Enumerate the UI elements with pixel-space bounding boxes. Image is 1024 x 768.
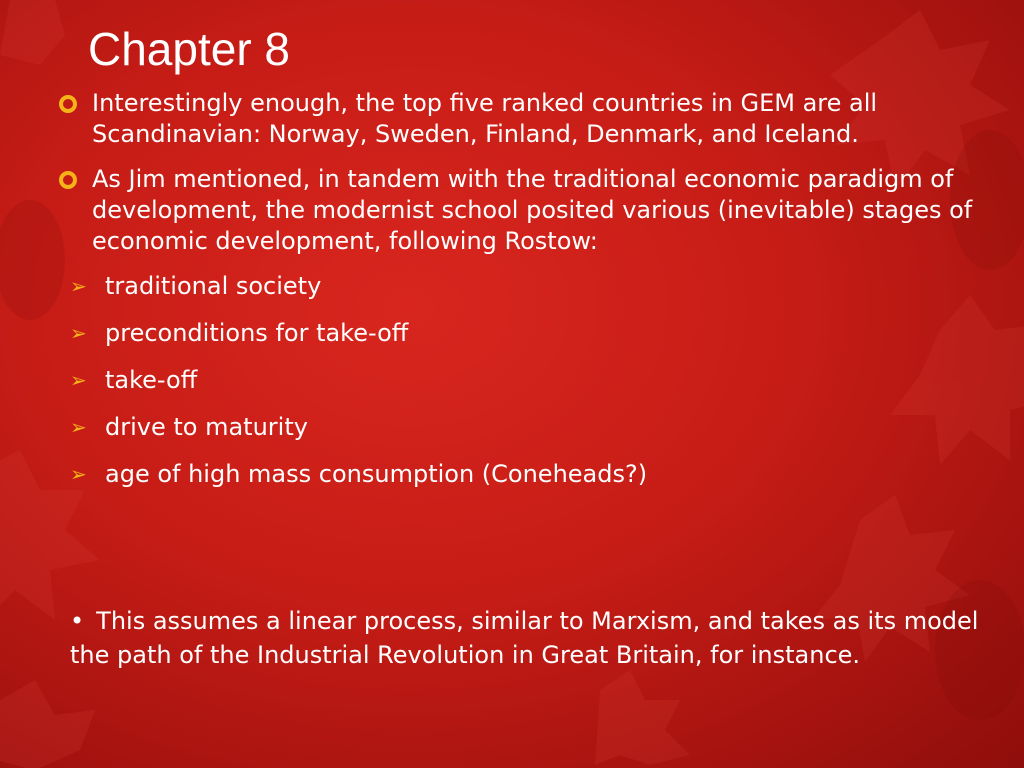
footnote-text: This assumes a linear process, similar to Marxism, and takes as its model the path of the Industrial Revolution in Great Britain, for instance. <box>70 607 979 669</box>
bullet-text: Interestingly enough, the top five ranked countries in GEM are all Scandinavian: Norway, Sweden, Finland, Denmark, and Iceland. <box>92 89 878 148</box>
bullet-item <box>52 164 1012 257</box>
stage-text: take-off <box>105 366 198 394</box>
footnote-paragraph <box>70 604 1015 672</box>
arrow-bullet-icon: ➢ <box>70 415 87 439</box>
arrow-bullet-icon: ➢ <box>70 368 87 392</box>
arrow-bullet-icon: ➢ <box>70 274 87 298</box>
bullet-text: As Jim mentioned, in tandem with the traditional economic paradigm of development, the modernist school posited various (inevitable) stages of economic development, following Rostow: <box>92 165 973 255</box>
stage-item <box>52 412 1012 443</box>
stage-text: traditional society <box>105 272 322 300</box>
ring-bullet-icon <box>59 95 77 113</box>
stage-item <box>52 459 1012 490</box>
arrow-bullet-icon: ➢ <box>70 321 87 345</box>
stage-text: preconditions for take-off <box>105 319 409 347</box>
stage-item <box>52 271 1012 302</box>
stage-text: drive to maturity <box>105 413 308 441</box>
ring-bullet-icon <box>59 171 77 189</box>
slide-title: Chapter 8 <box>88 23 291 75</box>
bullet-item <box>52 88 1012 150</box>
arrow-bullet-icon: ➢ <box>70 462 87 486</box>
stage-text: age of high mass consumption (Coneheads?) <box>105 460 648 488</box>
stage-item <box>52 365 1012 396</box>
dot-bullet-icon: • <box>70 607 85 635</box>
bullet-list <box>52 88 1012 506</box>
stage-item <box>52 318 1012 349</box>
